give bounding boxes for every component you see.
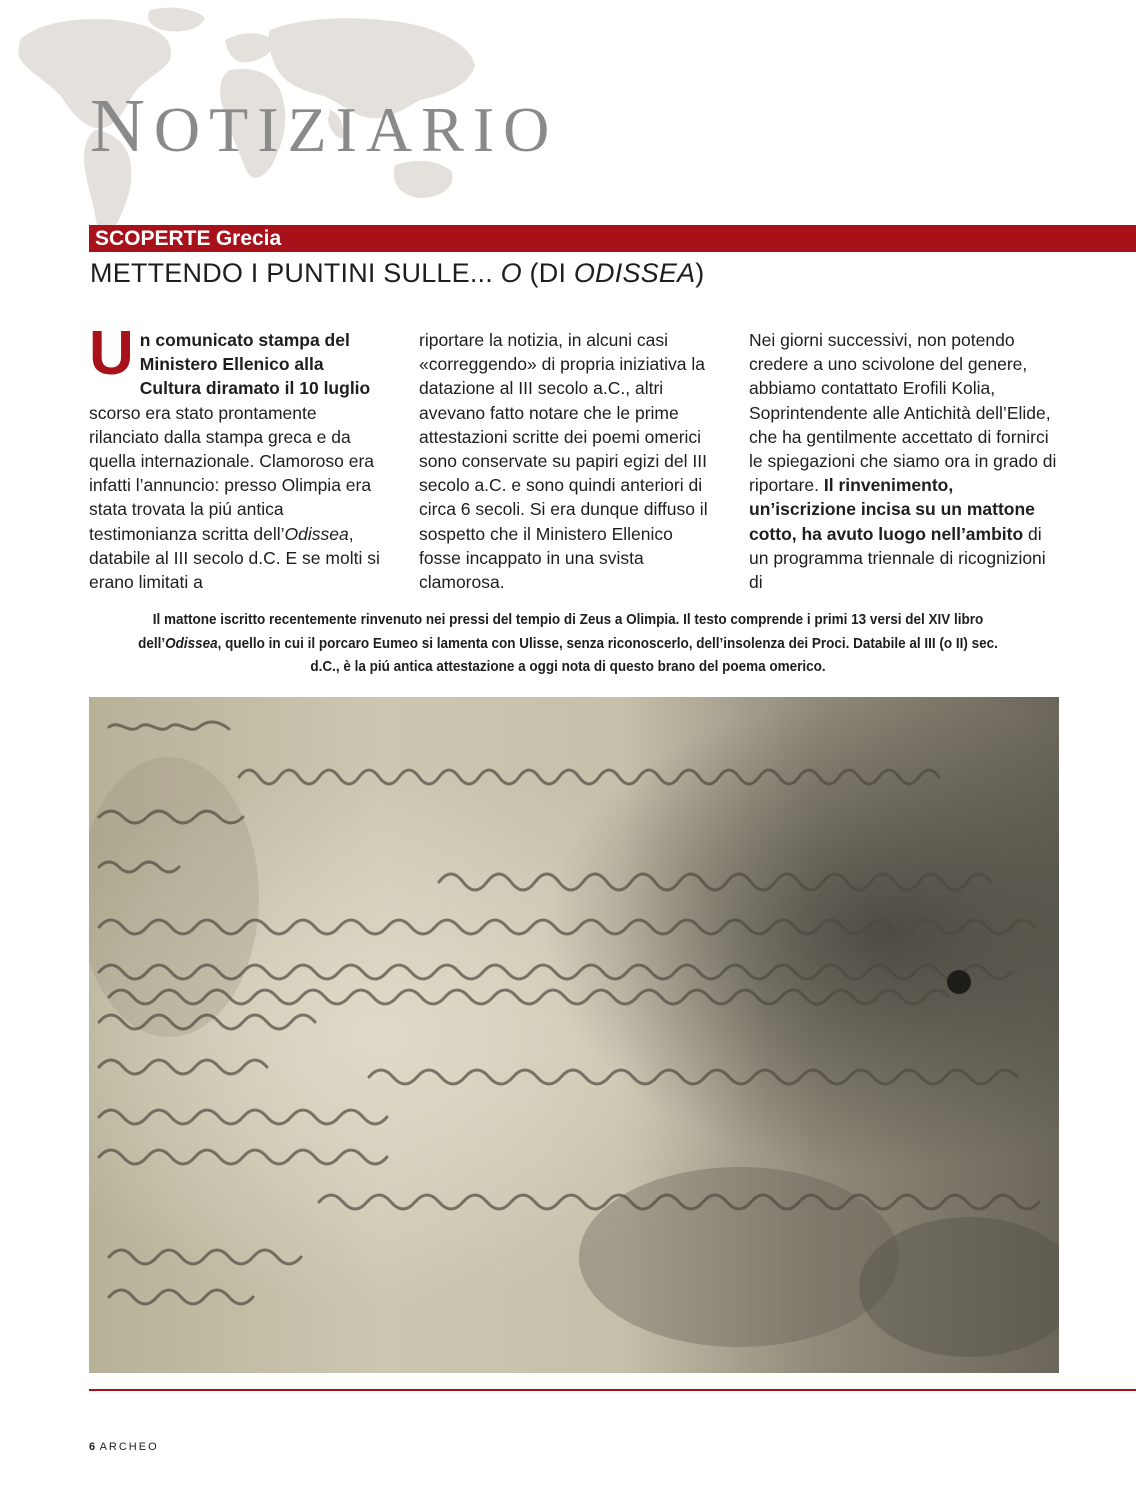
brick-photo-graphic [89, 697, 1059, 1373]
page-number: 6 [89, 1441, 96, 1453]
headline-part5: ) [695, 258, 705, 288]
photo-caption [129, 608, 1007, 679]
col1-text-a: scorso era stato prontamente rilanciato dalla stampa greca e da quella internazionale. Clamoroso era infatti l’annuncio: presso Olimpia era stata trovata la piú antica testimonianza scritta dell’ [89, 402, 375, 544]
col1-italic: Odissea [284, 523, 349, 544]
article-lead: n comunicato stampa del Ministero Ellenico alla Cultura diramato il 10 luglio [139, 330, 371, 399]
caption-text-a: Il mattone iscritto recentemente rinvenuto nei pressi del tempio di Zeus a Olimpia. Il testo comprende i primi 13 versi del XIV libro dell’ [138, 611, 984, 652]
article-column-2 [419, 328, 719, 594]
section-title [90, 84, 559, 168]
article-column-3 [749, 328, 1059, 594]
section-title-rest: OTIZIARIO [153, 94, 559, 165]
headline-part2: O [500, 258, 522, 288]
bottom-rule [89, 1389, 1136, 1391]
col3-bold: Il rinvenimento, un’iscrizione incisa su un mattone cotto, ha avuto luogo nell’ambito [749, 475, 1035, 544]
rubric-category: SCOPERTE [95, 227, 211, 250]
article-headline [90, 258, 705, 289]
inscribed-brick-photo [89, 697, 1059, 1373]
section-title-initial: N [90, 84, 154, 168]
magazine-name: ARCHEO [99, 1441, 159, 1453]
article-column-1 [89, 319, 389, 594]
col3-text-a: Nei giorni successivi, non potendo credere a uno scivolone del genere, abbiamo contattato Erofili Kolia, Soprintendente alle Antichità dell’Elide, che ha gentilmente accettato di fornirci le spiegazioni che siamo ora in grado di riportare. [749, 330, 1057, 496]
col1-text-b: , databile al III secolo d.C. E se molti si erano limitati a [89, 523, 380, 593]
headline-part4: ODISSEA [573, 258, 696, 288]
rubric-place: Grecia [215, 227, 282, 250]
col3-text-b: di un programma triennale di ricognizioni di [749, 523, 1046, 593]
caption-text-b: , quello in cui il porcaro Eumeo si lamenta con Ulisse, senza riconoscerlo, dell’insolenza dei Proci. Databile al III (o II) sec. d.C., è la piú antica attestazione a oggi nota di questo brano del poema omerico. [217, 634, 998, 675]
dropcap: U [89, 319, 134, 388]
headline-part1: METTENDO I PUNTINI SULLE... [90, 258, 501, 288]
rubric-bar [89, 225, 1136, 252]
page-folio [89, 1441, 159, 1453]
caption-italic: Odissea [165, 634, 218, 652]
headline-part3: (DI [521, 258, 574, 288]
col2-text: riportare la notizia, in alcuni casi «correggendo» di propria iniziativa la datazione al III secolo a.C., altri avevano fatto notare che le prime attestazioni scritte dei poemi omerici sono conservate su papiri egizi del III secolo a.C. e sono quindi anteriori di circa 6 secoli. Si era dunque diffuso il sospetto che il Ministero Ellenico fosse incappato in una svista clamorosa. [419, 330, 708, 593]
